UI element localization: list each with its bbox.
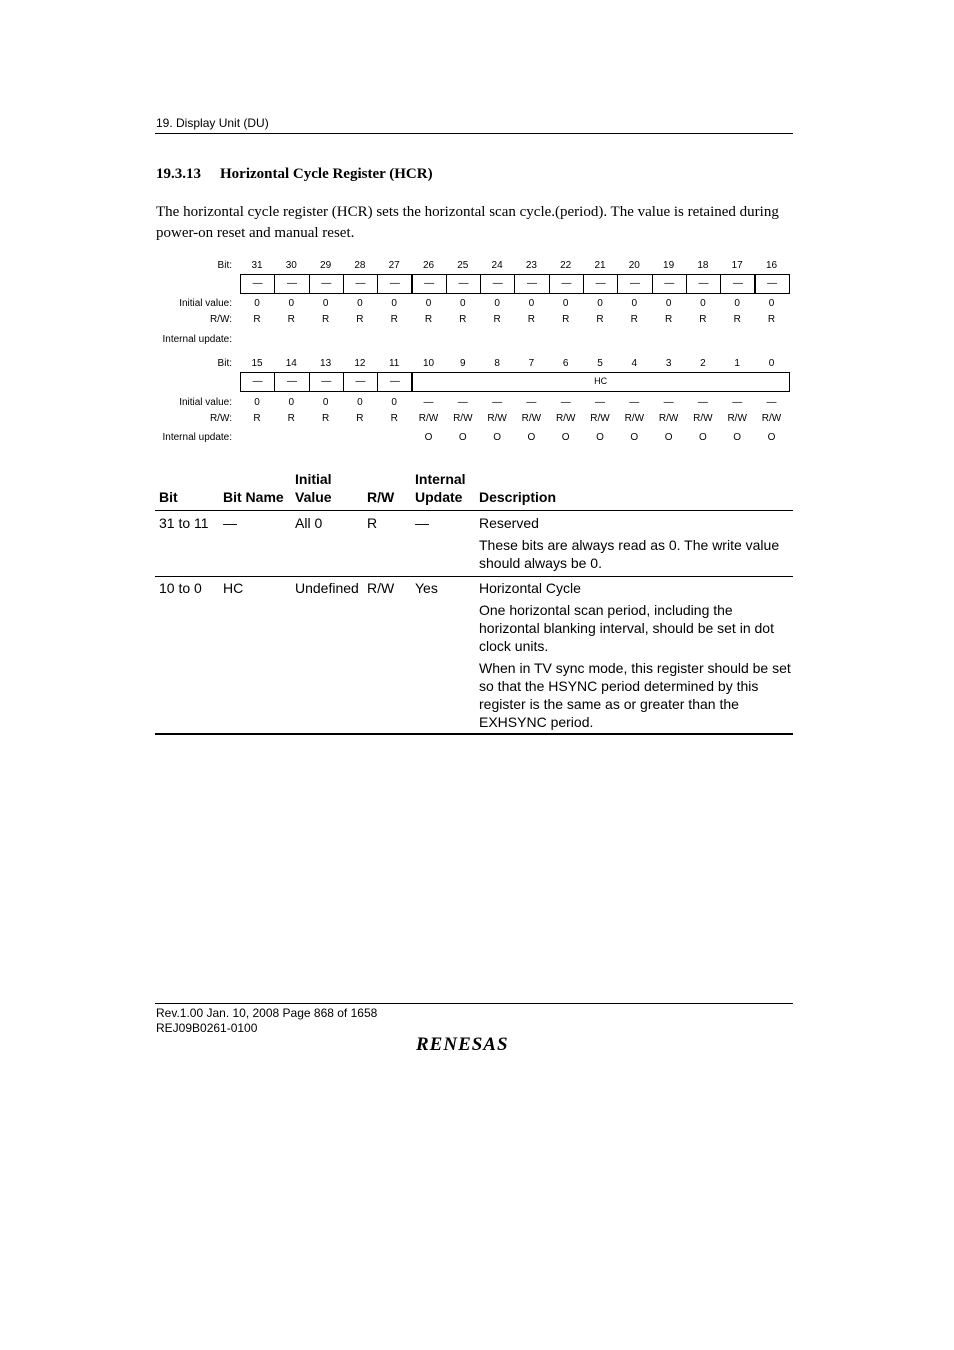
initial-value: 0 <box>254 298 260 309</box>
bit-field-name: — <box>424 278 435 289</box>
lower-initial-label: Initial value: <box>179 397 232 408</box>
row1-bit-name: — <box>223 515 237 531</box>
col-header-rw: R/W <box>367 489 395 505</box>
internal-update-value: O <box>458 432 467 443</box>
table-bottom-rule <box>155 733 793 735</box>
internal-update-value: O <box>630 432 639 443</box>
internal-update-value: O <box>699 432 707 443</box>
section-heading <box>156 166 433 183</box>
bit-number: 9 <box>460 358 466 369</box>
col-header-update-1: Internal <box>415 471 466 487</box>
row2-desc-body-2: When in TV sync mode, this register should be set so that the HSYNC period determined by this register is the same as or greater than the EXHSYNC period. <box>479 660 791 730</box>
bit-field-cell <box>240 274 275 294</box>
bit-number: 16 <box>765 260 778 271</box>
hc-field-name: HC <box>594 376 608 386</box>
upper-initial-label: Initial value: <box>179 298 232 309</box>
row1-initial: All 0 <box>295 515 323 531</box>
row1-desc-title: Reserved <box>479 515 539 531</box>
col-header-bit: Bit <box>159 489 178 505</box>
bit-number: 13 <box>320 358 332 369</box>
renesas-logo-text: RENESAS <box>416 1034 509 1055</box>
bit-field-cell <box>274 274 309 294</box>
rw-value: R <box>356 314 364 325</box>
bit-number: 5 <box>597 358 603 369</box>
bit-field-cell <box>343 372 378 392</box>
bit-field-name: — <box>286 376 297 387</box>
bit-field-cell <box>446 274 481 294</box>
rw-value: R <box>493 314 501 325</box>
row2-initial: Undefined <box>295 580 359 596</box>
initial-value: 0 <box>631 298 638 309</box>
table-header-rule <box>155 510 793 511</box>
bit-number: 12 <box>354 358 366 369</box>
row2-bit-name: HC <box>223 580 244 596</box>
bit-number: 3 <box>665 358 672 369</box>
bit-field-cell <box>274 372 309 392</box>
upper-update-label: Internal update: <box>162 334 232 345</box>
initial-value: 0 <box>665 298 672 309</box>
bit-number: 23 <box>525 260 537 271</box>
bit-number: 4 <box>631 358 638 369</box>
initial-value: 0 <box>391 397 397 408</box>
bit-field-name: — <box>664 278 675 289</box>
bit-number: 24 <box>491 260 503 271</box>
bit-field-name: — <box>561 278 572 289</box>
footer-revision: Rev.1.00 Jan. 10, 2008 Page 868 of 1658 <box>156 1006 378 1020</box>
rw-value: R/W <box>453 413 473 424</box>
bit-number: 27 <box>388 260 400 271</box>
bit-field-name: — <box>629 278 640 289</box>
intro-paragraph: The horizontal cycle register (HCR) sets the horizontal scan cycle.(period). The value is retained during power-on reset and manual reset. <box>156 204 779 241</box>
lower-bit-label: Bit: <box>217 358 232 369</box>
initial-value: 0 <box>288 298 295 309</box>
bit-field-name: — <box>698 278 709 289</box>
rw-value: R <box>390 314 398 325</box>
bit-field-cell <box>720 274 755 294</box>
initial-value: 0 <box>391 298 397 309</box>
bit-number: 31 <box>251 260 263 271</box>
rw-value: R/W <box>555 413 576 424</box>
initial-value: 0 <box>322 397 329 408</box>
bit-number: 10 <box>422 358 435 369</box>
lower-update-label: Internal update: <box>162 432 232 443</box>
bit-field-cell <box>686 274 721 294</box>
bit-field-name: — <box>492 278 503 289</box>
bit-field-name: — <box>595 278 606 289</box>
lower-rw-label: R/W: <box>209 413 232 424</box>
bit-field-name: — <box>355 278 366 289</box>
row1-rw: R <box>367 515 378 531</box>
initial-value: — <box>766 397 777 408</box>
rw-value: R <box>424 314 433 325</box>
initial-value: 0 <box>528 298 535 309</box>
bit-number: 15 <box>251 358 263 369</box>
rw-value: R <box>321 413 330 424</box>
col-header-initial-2: Value <box>295 489 332 505</box>
initial-value: — <box>560 397 571 408</box>
rw-value: R <box>459 314 467 325</box>
rw-value: R <box>253 314 261 325</box>
chapter-header: 19. Display Unit (DU) <box>156 116 269 130</box>
internal-update-value: O <box>527 432 536 443</box>
bit-number: 26 <box>422 260 435 271</box>
row-separator <box>155 576 793 577</box>
initial-value: 0 <box>597 298 603 309</box>
initial-value: 0 <box>768 298 775 309</box>
rw-value: R/W <box>658 413 679 424</box>
section-title: Horizontal Cycle Register (HCR) <box>220 166 433 182</box>
bit-field-cell <box>377 372 412 392</box>
row2-bit: 10 to 0 <box>159 580 202 596</box>
row1-bit: 31 to 11 <box>159 515 209 531</box>
bit-number: 14 <box>285 358 297 369</box>
internal-update-value: O <box>664 432 673 443</box>
renesas-logo <box>414 1033 532 1055</box>
bit-number: 21 <box>594 260 606 271</box>
row2-desc-body-1: One horizontal scan period, including the horizontal blanking interval, should be set in dot clock units. <box>479 602 774 654</box>
bit-field-cell <box>514 274 549 294</box>
rw-value: R <box>527 314 535 325</box>
initial-value: 0 <box>425 298 432 309</box>
internal-update-value: O <box>733 432 742 443</box>
rw-value: R <box>287 314 295 325</box>
bit-field-name: — <box>252 376 263 387</box>
rw-value: R/W <box>418 413 439 424</box>
bit-number: 20 <box>628 260 640 271</box>
col-header-description: Description <box>479 489 557 505</box>
rw-value: R <box>767 314 776 325</box>
initial-value: — <box>629 397 640 408</box>
bit-field-cell <box>755 274 790 294</box>
initial-value: 0 <box>460 298 466 309</box>
bit-number: 17 <box>731 260 743 271</box>
bit-field-name: — <box>389 376 400 387</box>
bit-field-cell <box>583 274 618 294</box>
initial-value: 0 <box>322 298 329 309</box>
bit-field-cell <box>240 372 275 392</box>
bit-number: 0 <box>768 358 775 369</box>
bit-field-name: — <box>321 278 332 289</box>
bit-field-name: — <box>321 376 332 387</box>
bit-field-cell <box>377 274 412 294</box>
bit-field-name: — <box>527 278 538 289</box>
initial-value: — <box>492 397 503 408</box>
rw-value: R <box>321 314 330 325</box>
bit-number: 7 <box>528 358 535 369</box>
col-header-initial-1: Initial <box>295 471 332 487</box>
upper-bit-label: Bit: <box>217 260 232 271</box>
initial-value: 0 <box>734 298 740 309</box>
bit-number: 30 <box>285 260 297 271</box>
initial-value: 0 <box>254 397 260 408</box>
rw-value: R <box>699 314 707 325</box>
rw-value: R <box>733 314 741 325</box>
bit-field-name: — <box>355 376 366 387</box>
initial-value: — <box>457 397 468 408</box>
bit-number: 29 <box>320 260 332 271</box>
row1-desc-body: These bits are always read as 0. The write value should always be 0. <box>479 537 780 571</box>
upper-rw-label: R/W: <box>209 314 232 325</box>
bit-number: 8 <box>494 358 500 369</box>
internal-update-value: O <box>767 432 776 443</box>
initial-value: 0 <box>357 298 363 309</box>
rw-value: R/W <box>761 413 782 424</box>
rw-value: R <box>253 413 261 424</box>
initial-value: 0 <box>288 397 295 408</box>
bit-number: 25 <box>457 260 469 271</box>
initial-value: — <box>663 397 674 408</box>
bit-field-name: — <box>767 278 778 289</box>
rw-value: R/W <box>693 413 713 424</box>
header-rule <box>155 133 793 134</box>
bit-number: 1 <box>734 358 740 369</box>
bit-field-name: — <box>286 278 297 289</box>
bit-field-cell <box>309 274 344 294</box>
initial-value: 0 <box>562 298 569 309</box>
bit-field-name: — <box>252 278 263 289</box>
bit-field-cell <box>343 274 378 294</box>
rw-value: R <box>630 314 638 325</box>
bit-number: 18 <box>697 260 709 271</box>
initial-value: 0 <box>357 397 363 408</box>
bit-number: 2 <box>700 358 706 369</box>
bit-number: 22 <box>560 260 572 271</box>
col-header-bit-name: Bit Name <box>223 489 284 505</box>
rw-value: R/W <box>590 413 610 424</box>
rw-value: R/W <box>521 413 542 424</box>
rw-value: R/W <box>727 413 747 424</box>
bit-number: 19 <box>663 260 675 271</box>
footer-rule <box>155 1003 793 1004</box>
initial-value: 0 <box>494 298 500 309</box>
bit-field-name: — <box>389 278 400 289</box>
rw-value: R <box>562 314 570 325</box>
row2-desc-title: Horizontal Cycle <box>479 580 581 596</box>
rw-value: R <box>664 314 673 325</box>
bit-number: 11 <box>388 358 400 369</box>
bit-field-cell <box>309 372 344 392</box>
initial-value: — <box>595 397 605 408</box>
initial-value: 0 <box>700 298 706 309</box>
col-header-update-2: Update <box>415 489 463 505</box>
initial-value: — <box>526 397 537 408</box>
bit-field-cell <box>480 274 515 294</box>
bit-field-cell <box>617 274 652 294</box>
bit-field-cell <box>412 274 447 294</box>
bit-number: 6 <box>562 358 569 369</box>
section-number: 19.3.13 <box>156 166 201 182</box>
bit-field-name: — <box>732 278 743 289</box>
internal-update-value: O <box>561 432 570 443</box>
internal-update-value: O <box>493 432 501 443</box>
initial-value: — <box>697 397 708 408</box>
rw-value: R/W <box>624 413 645 424</box>
rw-value: R <box>390 413 398 424</box>
rw-value: R <box>356 413 364 424</box>
bit-field-cell <box>652 274 687 294</box>
row2-rw: R/W <box>367 580 395 596</box>
bit-number: 28 <box>354 260 366 271</box>
rw-value: R/W <box>487 413 507 424</box>
footer-doc-number: REJ09B0261-0100 <box>156 1021 258 1035</box>
bit-field-cell <box>549 274 584 294</box>
row1-update: — <box>415 515 429 531</box>
rw-value: R <box>287 413 295 424</box>
rw-value: R <box>596 314 604 325</box>
internal-update-value: O <box>424 432 433 443</box>
row2-update: Yes <box>415 580 438 596</box>
internal-update-value: O <box>596 432 604 443</box>
bit-field-name: — <box>458 278 469 289</box>
initial-value: — <box>423 397 434 408</box>
initial-value: — <box>732 397 743 408</box>
hc-field-cell <box>412 372 790 392</box>
